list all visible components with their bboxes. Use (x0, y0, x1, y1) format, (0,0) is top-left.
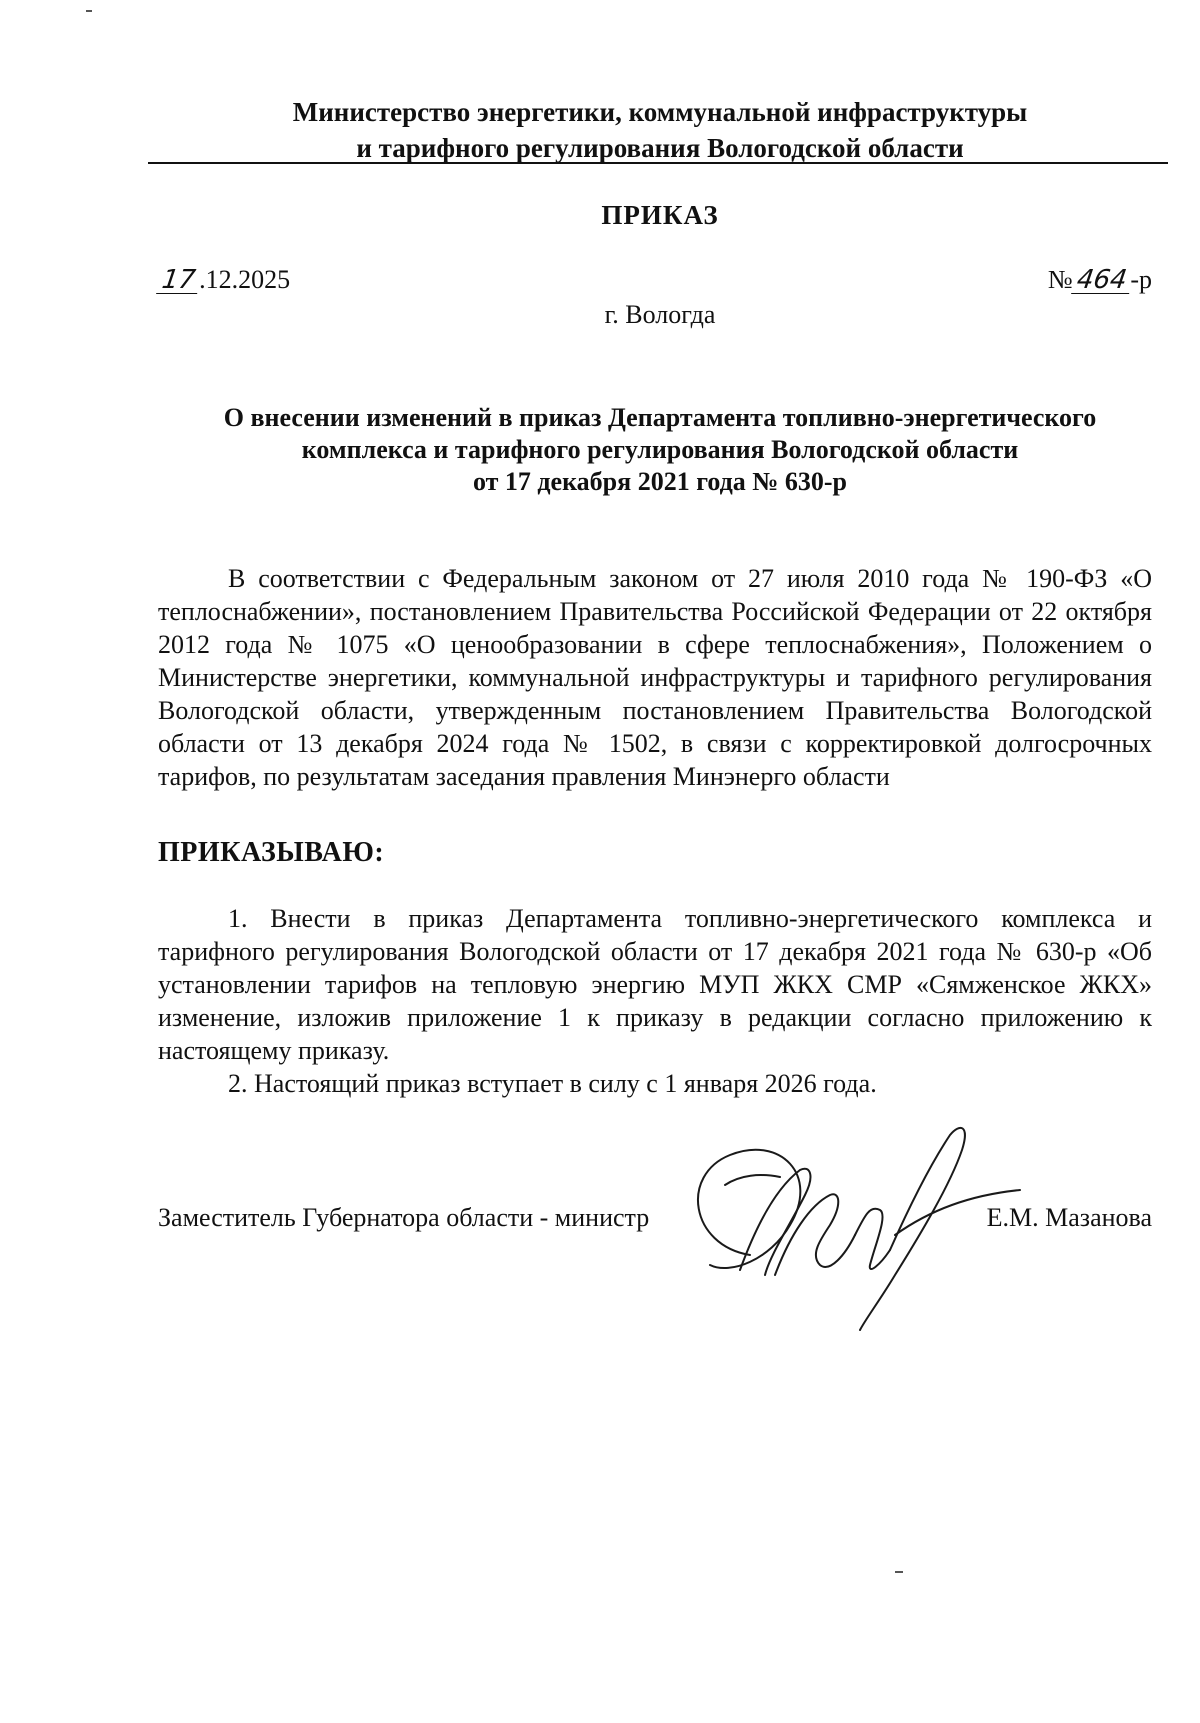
signature-title: Заместитель Губернатора области - министр (158, 1203, 650, 1232)
subject-line-2: комплекса и тарифного регулирования Вологодской области (301, 435, 1019, 464)
header-divider (148, 162, 1168, 164)
subject-line-3: от 17 декабря 2021 года № 630-р (472, 467, 848, 496)
scan-mark (895, 1571, 903, 1573)
date-day-handwritten: 17 (156, 267, 201, 294)
document-type: ПРИКАЗ (601, 200, 719, 230)
handwritten-signature (670, 1115, 1030, 1335)
subject-line-1: О внесении изменений в приказ Департамента топливно-энергетического (223, 403, 1097, 432)
signature-name: Е.М. Мазанова (986, 1203, 1152, 1232)
document-subject (150, 402, 1170, 498)
number-handwritten: 464 (1071, 267, 1132, 294)
clauses-list (158, 902, 1152, 1100)
date-rest: .12.2025 (199, 265, 291, 294)
scan-mark (86, 10, 92, 12)
document-number (1048, 265, 1152, 295)
document-city: г. Вологда (604, 300, 716, 329)
organization-line-1: Министерство энергетики, коммунальной инфраструктуры (292, 97, 1028, 127)
clause-item: 2. Настоящий приказ вступает в силу с 1 января 2026 года. (228, 1069, 877, 1098)
organization-header (150, 94, 1170, 166)
organization-line-2: и тарифного регулирования Вологодской области (356, 133, 964, 163)
number-prefix: № (1047, 265, 1073, 294)
order-word: ПРИКАЗЫВАЮ: (158, 837, 385, 868)
preamble-paragraph: В соответствии с Федеральным законом от 27 июля 2010 года № 190-ФЗ «О теплоснабжении», постановлением Правительства Российской Федерации от 22 октября 2012 года № 1075 «О ценообразовании в сфере теплоснабжения», Положением о Министерстве энергетики, коммунальной инфраструктуры и тарифного регулирования Вологодской области, утвержденным постановлением Правительства Вологодской области от 13 декабря 2024 года № 1502, в связи с корректировкой долгосрочных тарифов, по результатам заседания правления Минэнерго области (158, 564, 1152, 791)
preamble-block (158, 562, 1152, 793)
clause-item: 1. Внести в приказ Департамента топливно-энергетического комплекса и тарифного регулирования Вологодской области от 17 декабря 2021 года № 630-р «Об установлении тарифов на тепловую энергию МУП ЖКХ СМР «Сямженское ЖКХ» изменение, изложив приложение 1 к приказу в редакции согласно приложению к настоящему приказу. (158, 904, 1152, 1065)
document-date (158, 265, 290, 295)
number-suffix: -р (1130, 265, 1152, 294)
